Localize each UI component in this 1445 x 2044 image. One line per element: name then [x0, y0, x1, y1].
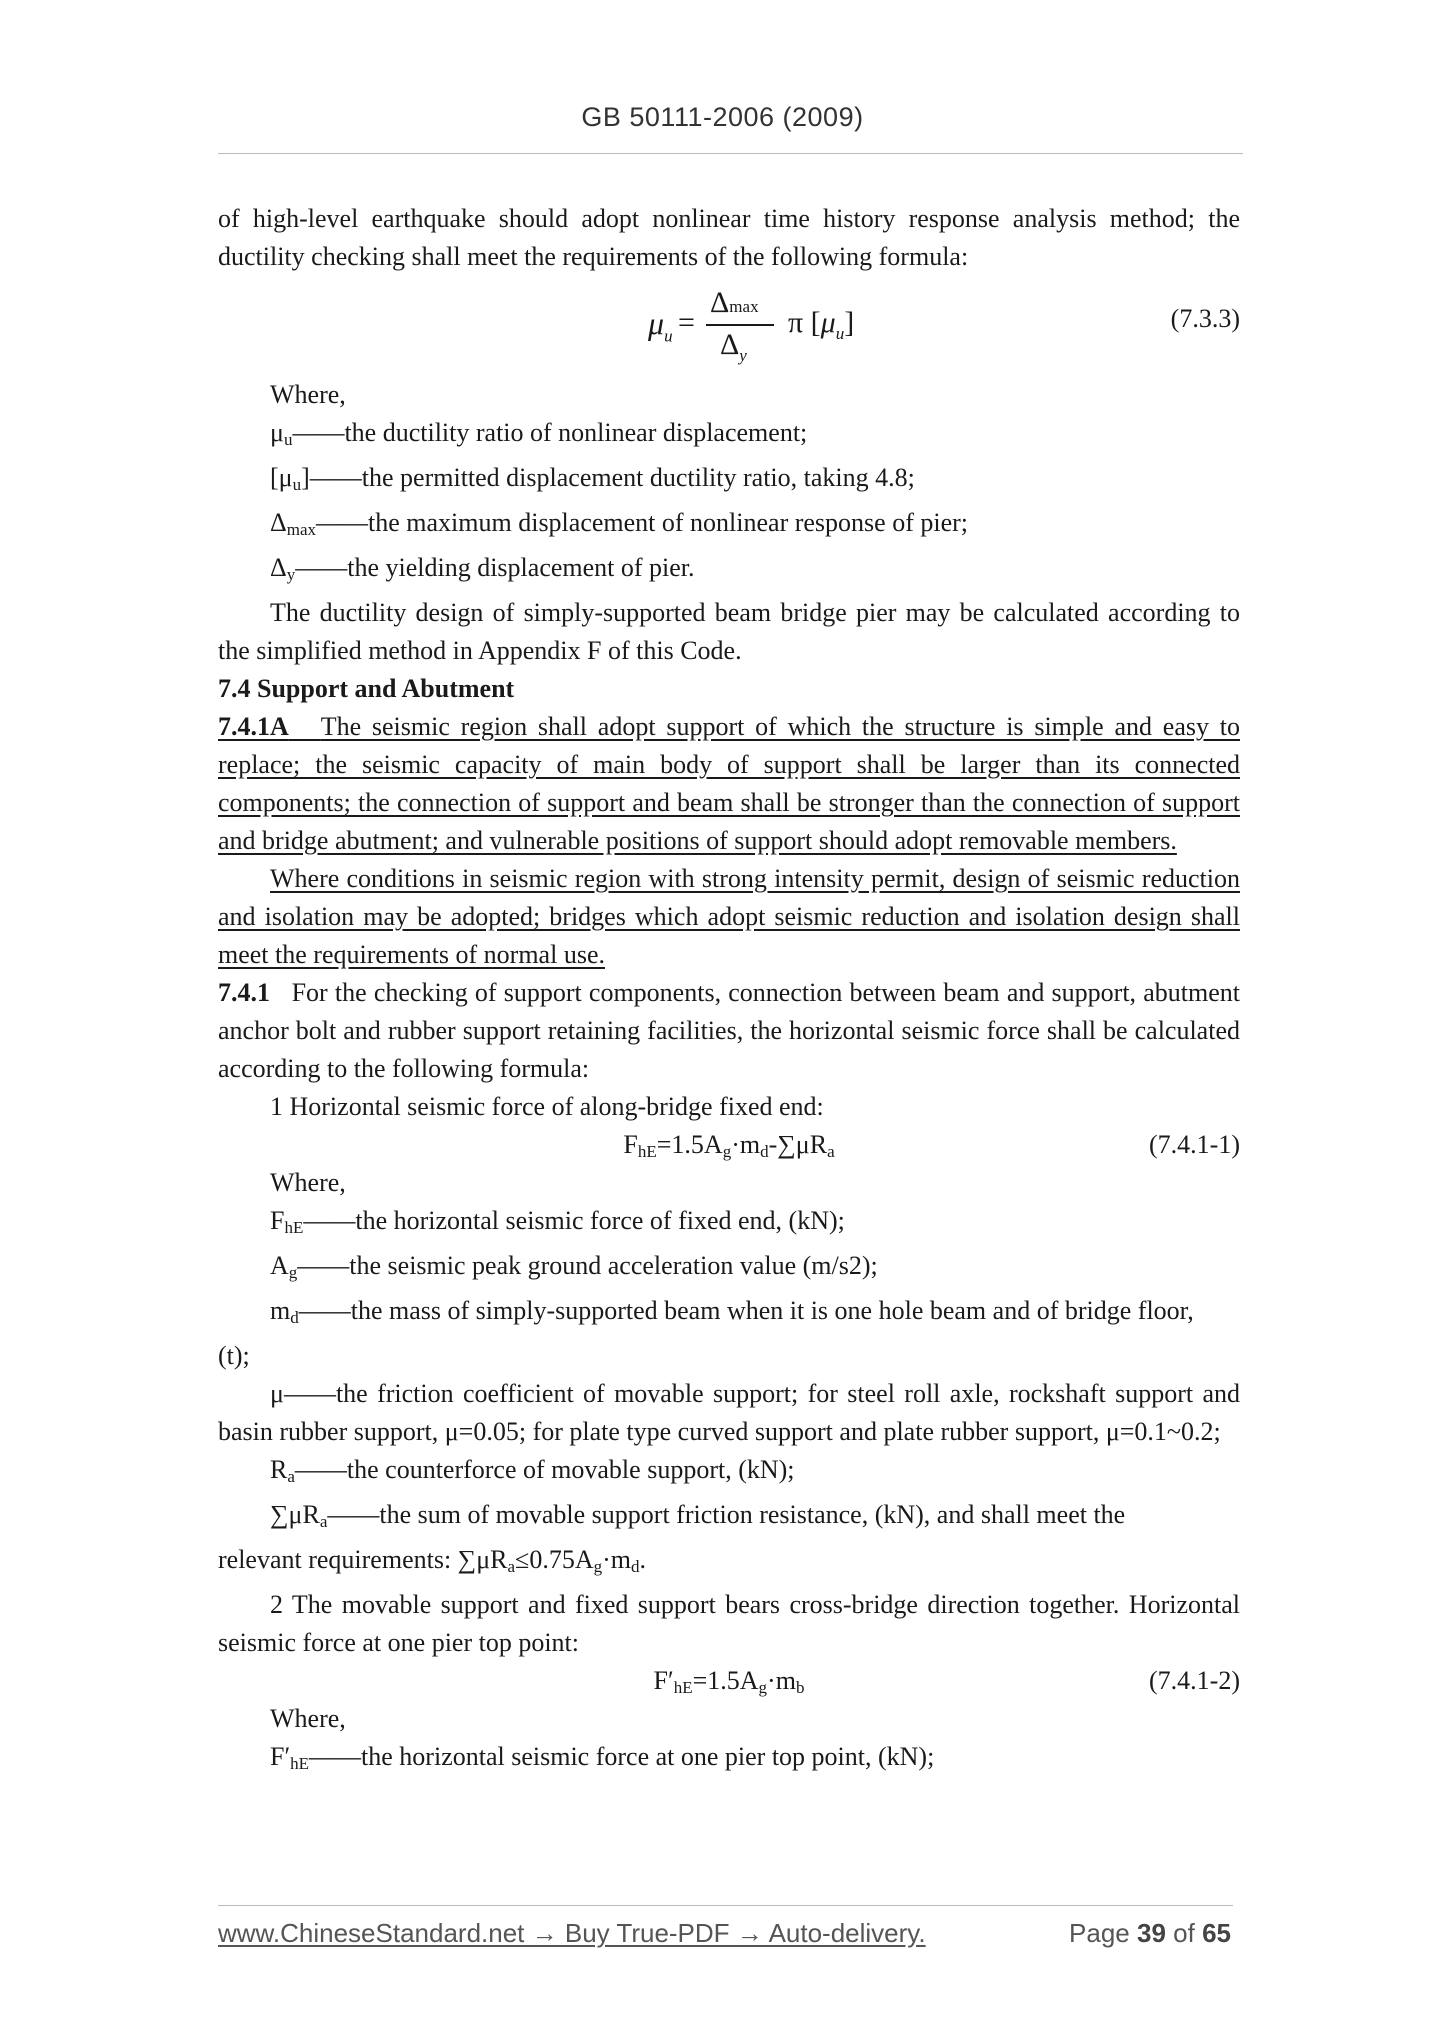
formula-rhs-sub: u	[835, 324, 845, 343]
where-item-mu	[218, 414, 1240, 459]
symbol-sub: u	[283, 430, 293, 449]
clause-text: For the checking of support components, connection between beam and support, abutment anchor bolt and rubber support retaining facilities, the horizontal seismic force shall be calculated according to the following formula:	[218, 978, 1241, 1083]
formula-lhs-sub: u	[664, 326, 673, 346]
formula-7-3-3	[218, 280, 1240, 370]
symbol-sub: hE	[284, 1218, 304, 1237]
intro-paragraph: of high-level earthquake should adopt nonlinear time history response analysis method; the ductility checking shall meet the requirements of the following formula:	[218, 204, 1240, 271]
where-item-delta-y	[218, 549, 1240, 594]
where-item-fhe	[218, 1202, 1240, 1247]
formula-number: (7.4.1-1)	[1149, 1130, 1240, 1159]
symbol-sub: d	[290, 1308, 299, 1327]
document-header: GB 50111-2006 (2009)	[581, 102, 864, 132]
symbol: [μ	[270, 463, 293, 492]
definition: ——the ductility ratio of nonlinear displacement;	[292, 418, 808, 447]
symbol: Δ	[270, 553, 287, 582]
clause-text: The seismic region shall adopt support of which the structure is simple and easy to replace; the seismic capacity of main body of support shall be larger than its connected components; the connection of support and beam shall be stronger than the connection of support and bridge abutment; and vulnerable positions of support should adopt removable members.	[218, 712, 1240, 855]
formula-number: (7.4.1-2)	[1149, 1666, 1240, 1695]
clause-para2-text: Where conditions in seismic region with strong intensity permit, design of seismic reduction and isolation may be adopted; bridges which adopt seismic reduction and isolation design shall meet the requirements of normal use.	[218, 864, 1240, 969]
definition: ——the counterforce of movable support, (kN);	[294, 1455, 795, 1484]
formula-rhs-close: ]	[844, 306, 855, 339]
symbol-sub: y	[286, 565, 296, 584]
page-body	[218, 200, 1240, 1783]
symbol-sub: max	[286, 520, 317, 539]
symbol-tail: ]	[301, 463, 310, 492]
clause-7-4-1	[218, 974, 1240, 1088]
definition: ——the permitted displacement ductility ratio, taking 4.8;	[309, 463, 915, 492]
text-part: relevant requirements: ∑μR	[218, 1545, 508, 1574]
of-label: of	[1173, 1918, 1195, 1948]
where-item-sum	[218, 1496, 1240, 1541]
page-indicator	[1069, 1918, 1231, 1949]
definition: ——the horizontal seismic force at one pier top point, (kN);	[309, 1742, 935, 1771]
clause-7-4-1A	[218, 708, 1240, 860]
symbol: F′	[270, 1742, 291, 1771]
formula-7-4-1-2	[218, 1662, 1240, 1700]
text-part: ≤0.75A	[515, 1545, 594, 1574]
formula-text: FhE=1.5Ag·md-∑μRa	[623, 1130, 835, 1161]
section-heading: 7.4 Support and Abutment	[218, 674, 515, 703]
formula-denominator: Δ	[720, 328, 740, 361]
item-2: 2 The movable support and fixed support bears cross-bridge direction together. Horizontal seismic force at one pier top point:	[218, 1590, 1240, 1657]
symbol: R	[270, 1455, 288, 1484]
clause-number: 7.4.1	[218, 978, 270, 1007]
page-total: 65	[1202, 1918, 1231, 1948]
definition: ——the horizontal seismic force of fixed end, (kN);	[303, 1206, 845, 1235]
formula-numerator-sub: max	[729, 297, 759, 316]
text-part: .	[639, 1545, 646, 1574]
symbol: m	[270, 1296, 291, 1325]
symbol: μ	[270, 418, 284, 447]
where-item-ag	[218, 1247, 1240, 1292]
where-item-fhe-prime	[218, 1738, 1240, 1783]
formula-numerator: Δ	[710, 286, 730, 319]
where-label: Where,	[270, 1704, 346, 1733]
page-label: Page	[1069, 1918, 1130, 1948]
where-label: Where,	[270, 1168, 346, 1197]
where-item-md	[218, 1292, 1240, 1337]
header-divider	[218, 153, 1243, 154]
formula-equals: =	[678, 306, 695, 339]
sub-g: g	[593, 1557, 603, 1576]
definition: ——the yielding displacement of pier.	[295, 553, 695, 582]
where-item-ra	[218, 1451, 1240, 1496]
where-item-sum-continued	[218, 1541, 1240, 1586]
page-number: 39	[1137, 1918, 1166, 1948]
footer-divider	[218, 1905, 1233, 1906]
symbol: Δ	[270, 508, 287, 537]
where-item-mu-permitted	[218, 459, 1240, 504]
where-item-delta-max	[218, 504, 1240, 549]
formula-number: (7.3.3)	[1170, 304, 1240, 333]
symbol-sub: a	[287, 1467, 295, 1486]
item-1: 1 Horizontal seismic force of along-bridge fixed end:	[270, 1092, 824, 1121]
formula-7-4-1-1	[218, 1126, 1240, 1164]
symbol: A	[270, 1251, 289, 1280]
symbol-sub: hE	[290, 1754, 310, 1773]
formula-rhs-var: μ	[820, 306, 836, 339]
symbol-sub: g	[288, 1263, 298, 1282]
definition: ——the sum of movable support friction resistance, (kN), and shall meet the	[327, 1500, 1126, 1529]
clause-number: 7.4.1A	[218, 712, 289, 741]
formula-text: F′hE=1.5Ag·mb	[653, 1666, 805, 1697]
clause-7-4-1A-para2	[218, 860, 1240, 974]
where-item-md-continued: (t);	[218, 1341, 250, 1370]
where-item-mu-friction: μ——the friction coefficient of movable support; for steel roll axle, rockshaft support and basin rubber support, μ=0.05; for plate type curved support and plate rubber support, μ=0.1~0.2;	[218, 1379, 1240, 1446]
footer-store-link[interactable]: www.ChineseStandard.net → Buy True-PDF → Auto-delivery.	[218, 1918, 926, 1948]
formula-rhs-op: π [	[788, 306, 821, 339]
text-part: ·m	[602, 1545, 631, 1574]
symbol: F	[270, 1206, 285, 1235]
sub-d: d	[630, 1557, 640, 1576]
formula-denominator-sub: y	[739, 346, 747, 365]
symbol-sub: u	[292, 475, 302, 494]
sub-a: a	[507, 1557, 516, 1576]
definition: ——the seismic peak ground acceleration value (m/s2);	[297, 1251, 878, 1280]
where-label: Where,	[270, 380, 346, 409]
symbol: ∑μR	[270, 1500, 320, 1529]
symbol-sub: a	[319, 1512, 328, 1531]
definition: ——the maximum displacement of nonlinear response of pier;	[316, 508, 969, 537]
appendix-note: The ductility design of simply-supported beam bridge pier may be calculated according to the simplified method in Appendix F of this Code.	[218, 598, 1240, 665]
formula-lhs: μ	[648, 305, 665, 341]
definition: ——the mass of simply-supported beam when it is one hole beam and of bridge floor,	[298, 1296, 1194, 1325]
